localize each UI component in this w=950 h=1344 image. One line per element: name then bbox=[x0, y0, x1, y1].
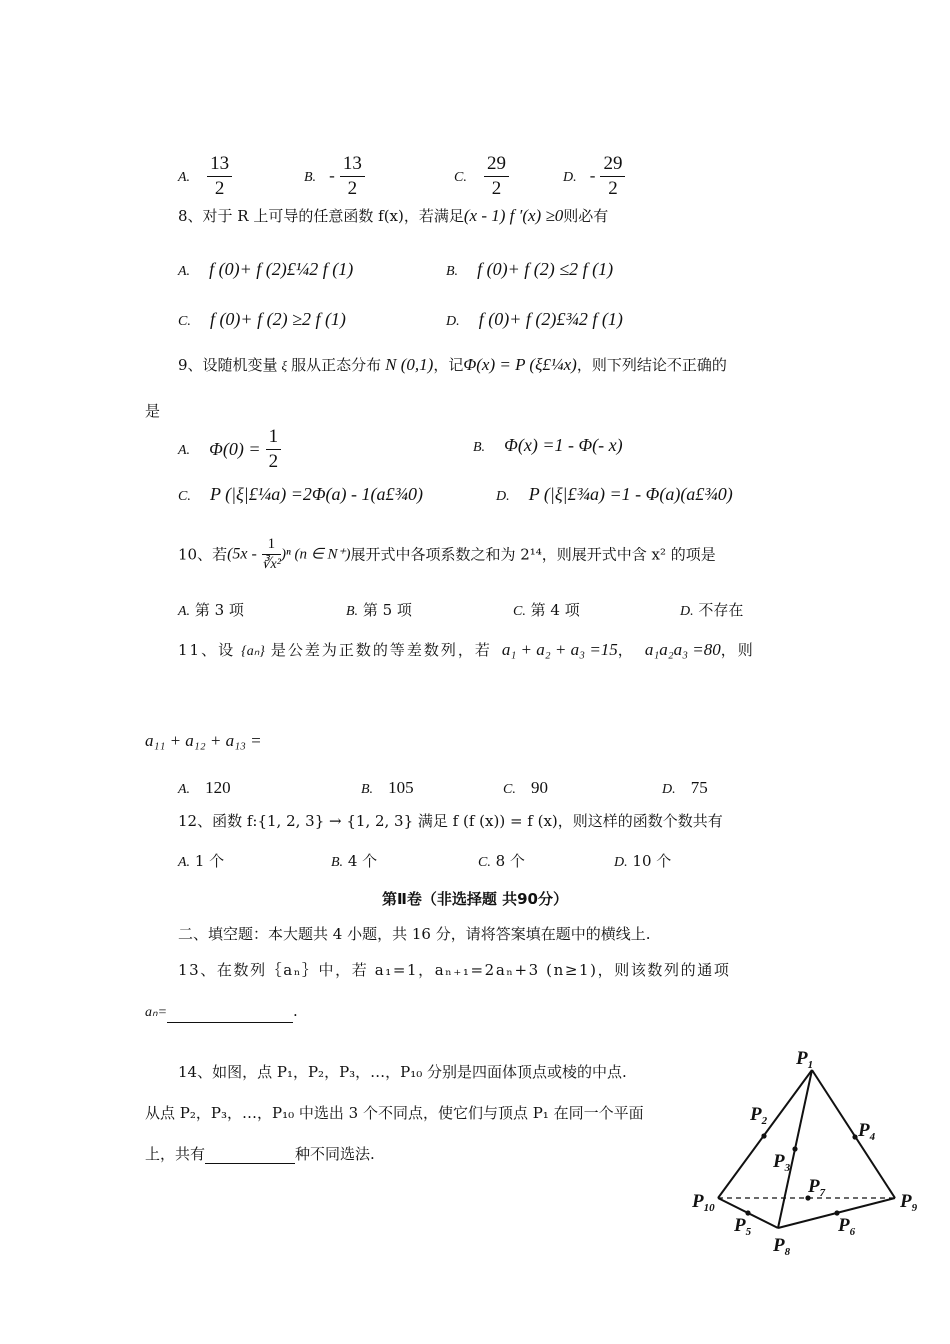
option-letter: B. bbox=[304, 170, 317, 185]
q8-option-d[interactable]: D. f (0)+ f (2)£¾2 f (1) bbox=[446, 309, 623, 329]
q8-option-a[interactable]: A. f (0)+ f (2)£¼2 f (1) bbox=[178, 259, 354, 279]
q10-option-d[interactable]: D. 不存在 bbox=[680, 601, 744, 619]
q12-option-a[interactable]: A. 1 个 bbox=[178, 852, 225, 870]
q8-stem: 8、对于 R 上可导的任意函数 f(x)，若满足(x - 1) f ′(x) ≥0则必有 bbox=[178, 206, 609, 225]
q11-option-d[interactable]: D. 75 bbox=[662, 778, 708, 797]
label-p9: $P_9$ bbox=[900, 1191, 918, 1214]
fraction: $\frac{1}{\text{∛x²}}$ bbox=[261, 536, 281, 572]
q11-option-a[interactable]: A. 120 bbox=[178, 778, 231, 797]
fraction: $\frac{1}{2}$ bbox=[266, 425, 282, 474]
q10-option-b[interactable]: B. 第 5 项 bbox=[346, 601, 412, 619]
q10-option-c[interactable]: C. 第 4 项 bbox=[513, 601, 580, 619]
q12-stem: 12、函数 f:{1, 2, 3} → {1, 2, 3} 满足 f (f (x)) = f (x)，则这样的函数个数共有 bbox=[178, 812, 723, 830]
label-p1: $P_1$ bbox=[796, 1048, 814, 1071]
q13-answer-line: aₙ= . bbox=[145, 1001, 298, 1023]
q11-option-b[interactable]: B. 105 bbox=[361, 778, 414, 797]
label-p3: $P_3$ bbox=[773, 1151, 791, 1174]
q8-option-b[interactable]: B. f (0)+ f (2) ≤2 f (1) bbox=[446, 259, 614, 279]
q10-stem: 10、若(5x - $\frac{1}{\text{∛x²}}$ )ⁿ (n ∈ N⁺)展开式中各项系数之和为 2¹⁴，则展开式中含 x² 的项是 bbox=[178, 534, 716, 575]
label-p2: $P_2$ bbox=[750, 1104, 768, 1127]
section-title: 第Ⅱ卷（非选择题 共90分） bbox=[382, 890, 568, 908]
q11-option-c[interactable]: C. 90 bbox=[503, 778, 548, 797]
q14-stem-line2: 从点 P₂，P₃，…，P₁₀ 中选出 3 个不同点，使它们与顶点 P₁ 在同一个平面 bbox=[145, 1104, 644, 1122]
q9-stem-cont: 是 bbox=[145, 402, 161, 420]
label-p5: $P_5$ bbox=[734, 1215, 752, 1238]
q7-option-c[interactable] bbox=[454, 152, 509, 201]
q14-stem-line1: 14、如图，点 P₁，P₂，P₃，…，P₁₀ 分别是四面体顶点或棱的中点. bbox=[178, 1063, 627, 1081]
fraction: $\frac{29}{2}$ bbox=[600, 152, 625, 201]
q9-option-c[interactable]: C. P (|ξ|£¼a) =2Φ(a) - 1(a£¾0) bbox=[178, 484, 424, 504]
label-p7: $P_7$ bbox=[808, 1176, 826, 1199]
fraction: $\frac{13}{2}$ bbox=[340, 152, 365, 201]
q9-option-a[interactable]: A. Φ(0) = $\frac{1}{2}$ bbox=[178, 425, 281, 474]
q14-stem-line3: 上，共有 种不同选法. bbox=[145, 1145, 375, 1163]
q9-option-b[interactable]: B. Φ(x) =1 - Φ(- x) bbox=[473, 435, 623, 455]
fraction: $\frac{13}{2}$ bbox=[207, 152, 232, 201]
label-p4: $P_4$ bbox=[858, 1120, 876, 1143]
q8-option-c[interactable]: C. f (0)+ f (2) ≥2 f (1) bbox=[178, 309, 346, 329]
answer-blank[interactable] bbox=[167, 1008, 293, 1023]
label-p6: $P_6$ bbox=[838, 1215, 856, 1238]
option-letter: D. bbox=[563, 170, 577, 185]
label-p10: $P_{10}$ bbox=[692, 1191, 715, 1214]
label-p8: $P_8$ bbox=[773, 1235, 791, 1258]
q7-option-a[interactable] bbox=[178, 152, 232, 201]
q11-expression: a₁₁ + a₁₂ + a₁₃ = bbox=[145, 731, 262, 750]
q12-option-c[interactable]: C. 8 个 bbox=[478, 852, 525, 870]
option-letter: A. bbox=[178, 170, 191, 185]
q13-stem: 13、在数列｛aₙ｝中，若 a₁=1，aₙ₊₁=2aₙ+3 (n≥1)，则该数列的通项 bbox=[178, 961, 731, 979]
q11-stem: 11、设 {aₙ} 是公差为正数的等差数列，若 a₁ + a₂ + a₃ =15， a₁a₂a₃ =80，则 bbox=[178, 640, 755, 659]
q9-option-d[interactable]: D. P (|ξ|£¾a) =1 - Φ(a)(a£¾0) bbox=[496, 484, 733, 504]
option-letter: C. bbox=[454, 170, 467, 185]
fraction: $\frac{29}{2}$ bbox=[484, 152, 509, 201]
tetrahedron-figure bbox=[680, 1036, 930, 1266]
q9-stem: 9、设随机变量 ξ 服从正态分布 N (0,1)，记Φ(x) = P (ξ£¼x)，则下列结论不正确的 bbox=[178, 355, 727, 374]
q10-option-a[interactable]: A. 第 3 项 bbox=[178, 601, 244, 619]
answer-blank[interactable] bbox=[205, 1147, 295, 1164]
q12-option-d[interactable]: D. 10 个 bbox=[614, 852, 672, 870]
q7-option-b[interactable]: B. - $\frac{13}{2}$ bbox=[304, 152, 365, 201]
q7-option-d[interactable]: D. - $\frac{29}{2}$ bbox=[563, 152, 625, 201]
q12-option-b[interactable]: B. 4 个 bbox=[331, 852, 378, 870]
fill-in-intro: 二、填空题：本大题共 4 小题，共 16 分，请将答案填在题中的横线上. bbox=[178, 925, 651, 943]
